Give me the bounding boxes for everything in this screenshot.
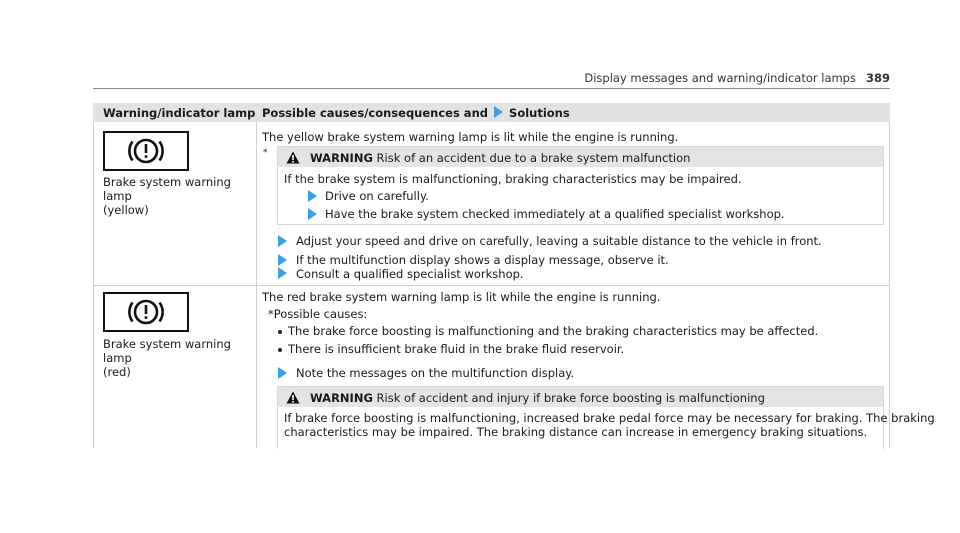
row1-warning-heading: WARNING [310, 151, 373, 165]
row1-solution-1: Adjust your speed and drive on carefully, leaving a suitable distance to the vehicle in front. [296, 234, 822, 248]
warning-triangle-icon [286, 151, 300, 164]
column-header-lamp: Warning/indicator lamp [103, 106, 256, 120]
row1-warning-body: If the brake system is malfunctioning, braking characteristics may be impaired. [284, 172, 742, 186]
column-header-causes-suffix: Solutions [509, 106, 570, 120]
row2-cause-1: The brake force boosting is malfunctioning and the braking characteristics may be affected. [288, 324, 819, 338]
arrow-bullet-icon [308, 208, 317, 220]
brake-warning-icon [103, 292, 189, 332]
lamp-label-yellow [103, 175, 253, 217]
arrow-bullet-icon [278, 367, 287, 379]
row2-warning-heading: WARNING [310, 391, 373, 405]
row2-causes-heading: *Possible causes: [268, 307, 368, 321]
row1-warning-title [310, 151, 690, 165]
bullet-dot [278, 330, 282, 334]
row1-asterisk: * [263, 148, 268, 158]
row1-intro: The yellow brake system warning lamp is lit while the engine is running. [262, 130, 679, 144]
row1-solution-2: If the multifunction display shows a display message, observe it. [296, 253, 669, 267]
lamp-label-yellow-line2: (yellow) [103, 203, 149, 217]
arrow-bullet-icon [278, 267, 287, 279]
row1-warning-box [277, 146, 884, 225]
header-rule [93, 88, 890, 89]
page-header [0, 0, 960, 90]
brake-warning-icon [103, 131, 189, 171]
row2-cause-2: There is insufficient brake fluid in the brake fluid reservoir. [288, 342, 625, 356]
lamp-label-red-line2: (red) [103, 365, 131, 379]
row1-warning-title-text: Risk of an accident due to a brake system malfunction [376, 151, 691, 165]
lamp-label-red [103, 337, 253, 379]
column-header-causes [262, 106, 570, 120]
column-header-causes-prefix: Possible causes/consequences and [262, 106, 488, 120]
page-number: 389 [865, 71, 890, 85]
row2-intro: The red brake system warning lamp is lit while the engine is running. [262, 290, 661, 304]
warning-lamp-table [93, 103, 935, 448]
row2-warning-box [277, 386, 935, 449]
page-header-text [584, 71, 890, 85]
arrow-bullet-icon [278, 235, 287, 247]
row2-warning-body-line1: If brake force boosting is malfunctioning, increased brake pedal force may be necessary for braking. The braking [284, 411, 935, 425]
row2-warning-body-line2: characteristics may be impaired. The braking distance can increase in emergency braking situations. [284, 425, 868, 439]
row2-warning-title [310, 391, 765, 405]
row1-warning-step-2: Have the brake system checked immediately at a qualified specialist workshop. [325, 207, 785, 221]
warning-triangle-icon [286, 391, 300, 404]
row2-solution: Note the messages on the multifunction display. [296, 366, 575, 380]
row1-warning-step-1: Drive on carefully. [325, 189, 429, 203]
bullet-dot [278, 348, 282, 352]
row2-warning-title-text: Risk of accident and injury if brake force boosting is malfunctioning [376, 391, 765, 405]
arrow-bullet-icon [278, 254, 287, 266]
row1-solution-3: Consult a qualified specialist workshop. [296, 267, 524, 281]
lamp-label-red-line1: Brake system warning lamp [103, 337, 231, 365]
arrow-bullet-icon [308, 190, 317, 202]
arrow-bullet-icon [494, 106, 503, 118]
row-divider [93, 285, 890, 286]
table-header [93, 103, 890, 122]
lamp-label-yellow-line1: Brake system warning lamp [103, 175, 231, 203]
page-header-title: Display messages and warning/indicator lamps [584, 71, 856, 85]
